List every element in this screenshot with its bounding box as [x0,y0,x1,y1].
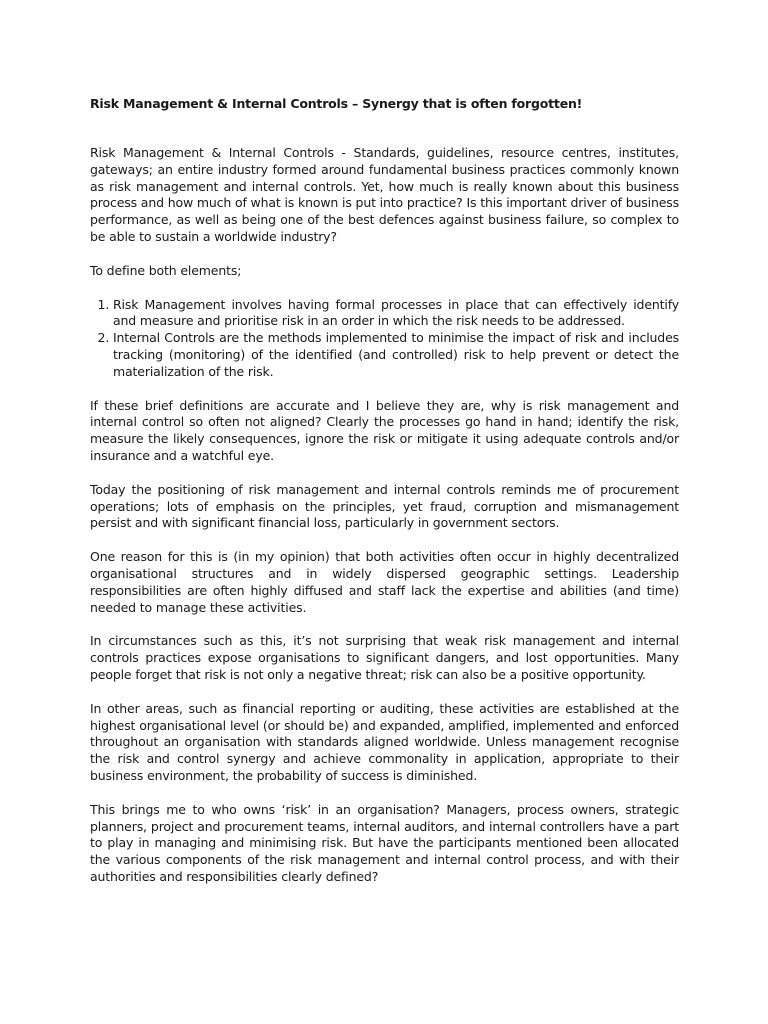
definition-internal-controls: 2. Internal Controls are the methods implemented to minimise the impact of risk and includes tracking (monitoring) of the identified (and controlled) risk to help prevent or detect the materialization of the risk. [113,330,679,380]
body-paragraph-ownership: This brings me to who owns ‘risk’ in an organisation? Managers, process owners, strategic planners, project and procurement teams, internal auditors, and internal controllers have a part to play in managing and minimising risk. But have the participants mentioned been allocated the various components of the risk management and internal control process, and with their authorities and responsibilities clearly defined? [90,801,679,884]
definition-risk-management: 1. Risk Management involves having formal processes in place that can effectively identify and measure and prioritise risk in an order in which the risk needs to be addressed. [113,297,679,331]
body-paragraph-other-areas: In other areas, such as financial reporting or auditing, these activities are established at the highest organisational level (or should be) and expanded, amplified, implemented and enforced throughout an organisation with standards aligned worldwide. Unless management recognise the risk and control synergy and achieve commonality in application, appropriate to their business environment, the probability of success is diminished. [90,700,679,783]
definitions-list [90,297,679,381]
definitions-lead: To define both elements; [90,262,242,278]
body-paragraph-circumstances: In circumstances such as this, it’s not surprising that weak risk management and internal controls practices expose organisations to significant dangers, and lost opportunities. Many people forget that risk is not only a negative threat; risk can also be a positive opportunity. [90,633,679,682]
document-page [90,95,679,903]
body-paragraph-alignment: If these brief definitions are accurate and I believe they are, why is risk management and internal control so often not aligned? Clearly the processes go hand in hand; identify the risk, measure the likely consequences, ignore the risk or mitigate it using adequate controls and/or insurance and a watchful eye. [90,397,679,463]
intro-paragraph: Risk Management & Internal Controls - Standards, guidelines, resource centres, institutes, gateways; an entire industry formed around fundamental business practices commonly known as risk management and internal controls. Yet, how much is really known about this business process and how much of what is known is put into practice? Is this important driver of business performance, as well as being one of the best defences against business failure, so complex to be able to sustain a worldwide industry? [90,145,680,244]
body-paragraph-decentralized: One reason for this is (in my opinion) that both activities often occur in highly decentralized organisational structures and in widely dispersed geographic settings. Leadership responsibilities are often highly diffused and staff lack the expertise and abilities (and time) needed to manage these activities. [90,549,679,615]
document-title: Risk Management & Internal Controls – Synergy that is often forgotten! [90,96,583,111]
body-paragraph-procurement: Today the positioning of risk management and internal controls reminds me of procurement operations; lots of emphasis on the principles, yet fraud, corruption and mismanagement persist and with significant financial loss, particularly in government sectors. [90,481,679,531]
